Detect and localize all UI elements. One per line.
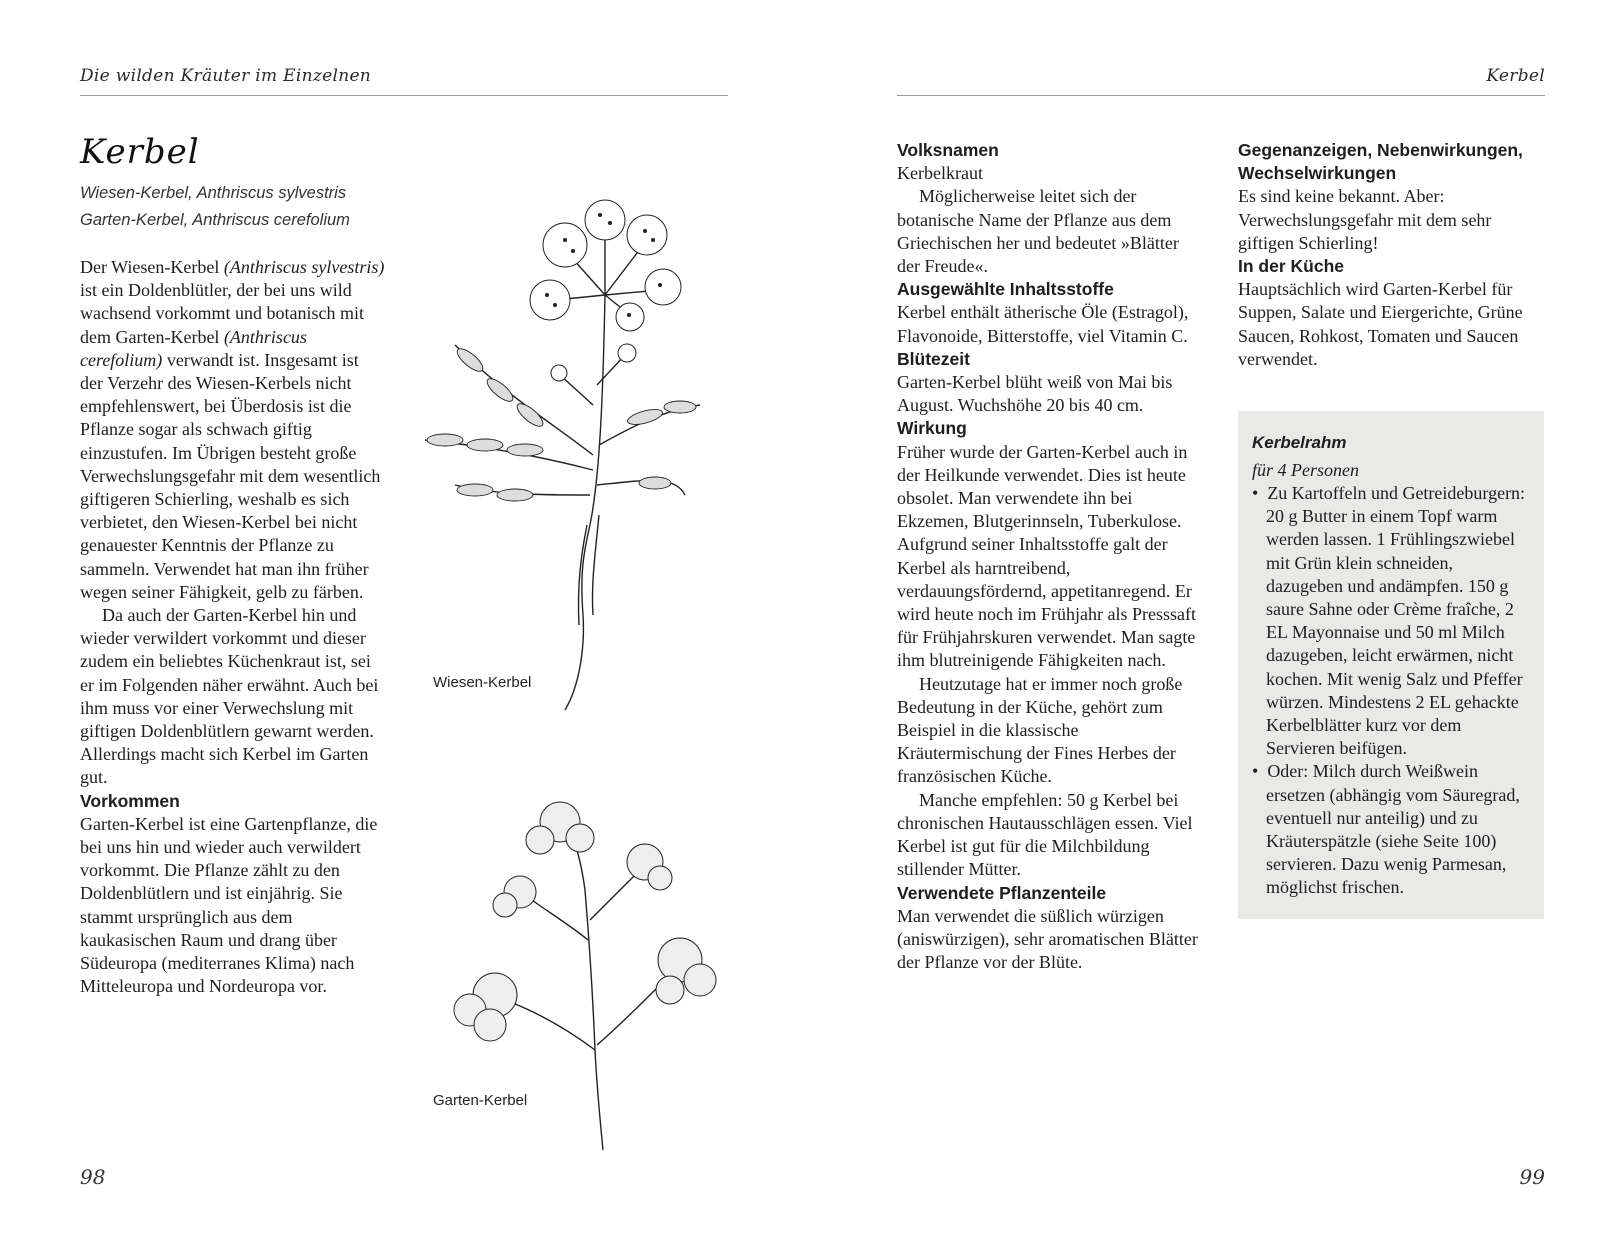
wirkung-heading: Wirkung [897, 418, 967, 439]
volksnamen-heading: Volksnamen [897, 140, 999, 160]
header-rule-left [80, 95, 728, 96]
running-head-right: Kerbel [1486, 66, 1545, 86]
wirkung-text-3: Manche empfehlen: 50 g Kerbel bei chronischen Hautausschlägen essen. Viel Kerbel ist gut für die Milchbildung stillender Mütter. [897, 789, 1193, 880]
inhaltsstoffe-heading: Ausgewählte Inhaltsstoffe [897, 279, 1114, 300]
page-number-right: 99 [1519, 1165, 1545, 1189]
intro-paragraph [80, 256, 385, 604]
inhaltsstoffe-text: Kerbel enthält ätherische Öle (Estragol), Flavonoide, Bitterstoffe, viel Vitamin C. [897, 302, 1189, 346]
intro-text-3: verwandt ist. Insgesamt ist der Verzehr des Wiesen-Kerbels nicht empfehlenswert, bei Überdosis ist die Pflanze sogar als schwach giftig einzustufen. Im Übrigen besteht große Verwechslungsgefahr mit dem wesentlich giftigeren Schierling, weshalb es sich verbietet, den Wiesen-Kerbel bei nicht genauester Kenntnis der Pflanze zu sammeln. Verwendet hat man ihn früher wegen seiner Fähigkeit, gelb zu färben. [80, 349, 381, 602]
volksnamen-text-1: Kerbelkraut [897, 163, 983, 184]
caption-wiesen-kerbel: Wiesen-Kerbel [433, 674, 532, 691]
gegenanzeigen-heading: Gegenanzeigen, Nebenwirkungen, Wechselwirkungen [1238, 140, 1523, 184]
bluetezeit-text: Garten-Kerbel blüht weiß von Mai bis August. Wuchshöhe 20 bis 40 cm. [897, 372, 1173, 416]
intro-text-2: ist ein Doldenblütler, der bei uns wild wachsend vorkommt und botanisch mit dem Garten-Kerbel [80, 280, 364, 347]
right-text-column-2 [1238, 139, 1538, 371]
running-head-left: Die wilden Kräuter im Einzelnen [80, 66, 372, 86]
kueche-heading: In der Küche [1238, 256, 1344, 277]
recipe-step-2-text: Oder: Milch durch Weißwein ersetzen (abhängig vom Säuregrad, eventuell nur anteilig) und zu Kräuterspätzle (siehe Seite 100) servieren. Dazu wenig Parmesan, möglichst frischen. [1266, 761, 1520, 898]
recipe-step-2 [1252, 760, 1530, 899]
right-text-column-1 [897, 139, 1202, 974]
recipe-step-1-text: Zu Kartoffeln und Getreideburgern: 20 g Butter in einem Topf warm werden lassen. 1 Frühlingszwiebel mit Grün klein schneiden, dazugeben und andämpfen. 150 g saure Sahne oder Crème fraîche, 2 EL Mayonnaise und 50 ml Milch dazugeben, leicht erwärmen, nicht kochen. Mit wenig Salz und Pfeffer würzen. Mindestens 2 EL gehackte Kerbelblätter kurz vor dem Servieren beifügen. [1266, 483, 1526, 759]
wirkung-text-2: Heutzutage hat er immer noch große Bedeutung in der Küche, gehört zum Beispiel in die klassische Kräutermischung der Fines Herbes der französischen Küche. [897, 673, 1183, 787]
wirkung-text-1: Früher wurde der Garten-Kerbel auch in der Heilkunde verwendet. Dies ist heute obsolet. Man verwendete ihn bei Ekzemen, Blutgerinnseln, Tuberkulose. Aufgrund seiner Inhaltsstoffe galt der Kerbel als harntreibend, verdauungsfördernd, appetitanregend. Er wird heute noch im Frühjahr als Presssaft für Frühjahrskuren verwendet. Man sagte ihm blutreinigende Fähigkeiten nach. [897, 441, 1196, 671]
wiesen-kerbel-illustration [415, 195, 725, 745]
vorkommen-heading: Vorkommen [80, 790, 180, 811]
intro-latin-1: (Anthriscus sylvestris) [223, 257, 385, 277]
left-text-column [80, 256, 385, 999]
intro-paragraph-2: Da auch der Garten-Kerbel hin und wieder verwildert vorkommt und dieser zudem ein beliebtes Küchenkraut ist, sei er im Folgenden näher erwähnt. Auch bei ihm muss vor einer Verwechslung mit giftigen Doldenblütlern gewarnt werden. Allerdings macht sich Kerbel im Garten gut. [80, 605, 379, 788]
intro-text-1: Der Wiesen-Kerbel [80, 257, 224, 277]
recipe-step-1 [1252, 482, 1530, 760]
recipe-box [1238, 411, 1544, 919]
recipe-serves: für 4 Personen [1252, 460, 1359, 480]
header-rule-right [897, 95, 1545, 96]
page-title: Kerbel [80, 132, 200, 172]
intro-latin-2: (Anthriscus cerefolium) [80, 326, 307, 370]
pflanzenteile-text: Man verwendet die süßlich würzigen (aniswürzigen), sehr aromatischen Blätter der Pflanze vor der Blüte. [897, 905, 1198, 973]
caption-garten-kerbel: Garten-Kerbel [433, 1092, 528, 1109]
bluetezeit-heading: Blütezeit [897, 348, 970, 369]
pflanzenteile-heading: Verwendete Pflanzenteile [897, 882, 1107, 903]
gegenanzeigen-text: Es sind keine bekannt. Aber: Verwechslungsgefahr mit dem sehr giftigen Schierling! [1238, 186, 1492, 253]
subtitle-block [80, 180, 400, 234]
kueche-text: Hauptsächlich wird Garten-Kerbel für Suppen, Salate und Eiergerichte, Grüne Saucen, Rohkost, Tomaten und Saucen verwendet. [1238, 279, 1523, 369]
recipe-title: Kerbelrahm [1252, 433, 1347, 452]
page-number-left: 98 [80, 1165, 106, 1189]
bullet-icon: • [1252, 483, 1259, 503]
volksnamen-text-2: Möglicherweise leitet sich der botanische Name der Pflanze aus dem Griechischen her und bedeutet »Blätter der Freude«. [897, 186, 1179, 277]
vorkommen-text: Garten-Kerbel ist eine Gartenpflanze, die bei uns hin und wieder auch verwildert vorkommt. Die Pflanze zählt zu den Doldenblütlern und ist einjährig. Sie stammt ursprünglich aus dem kaukasischen Raum und drang über Südeuropa (mediterranes Klima) nach Mitteleuropa und Nordeuropa vor. [80, 813, 378, 997]
subtitle-wiesen-kerbel: Wiesen-Kerbel, Anthriscus sylvestris [80, 184, 347, 202]
subtitle-garten-kerbel: Garten-Kerbel, Anthriscus cerefolium [80, 211, 350, 229]
bullet-icon: • [1252, 761, 1259, 782]
